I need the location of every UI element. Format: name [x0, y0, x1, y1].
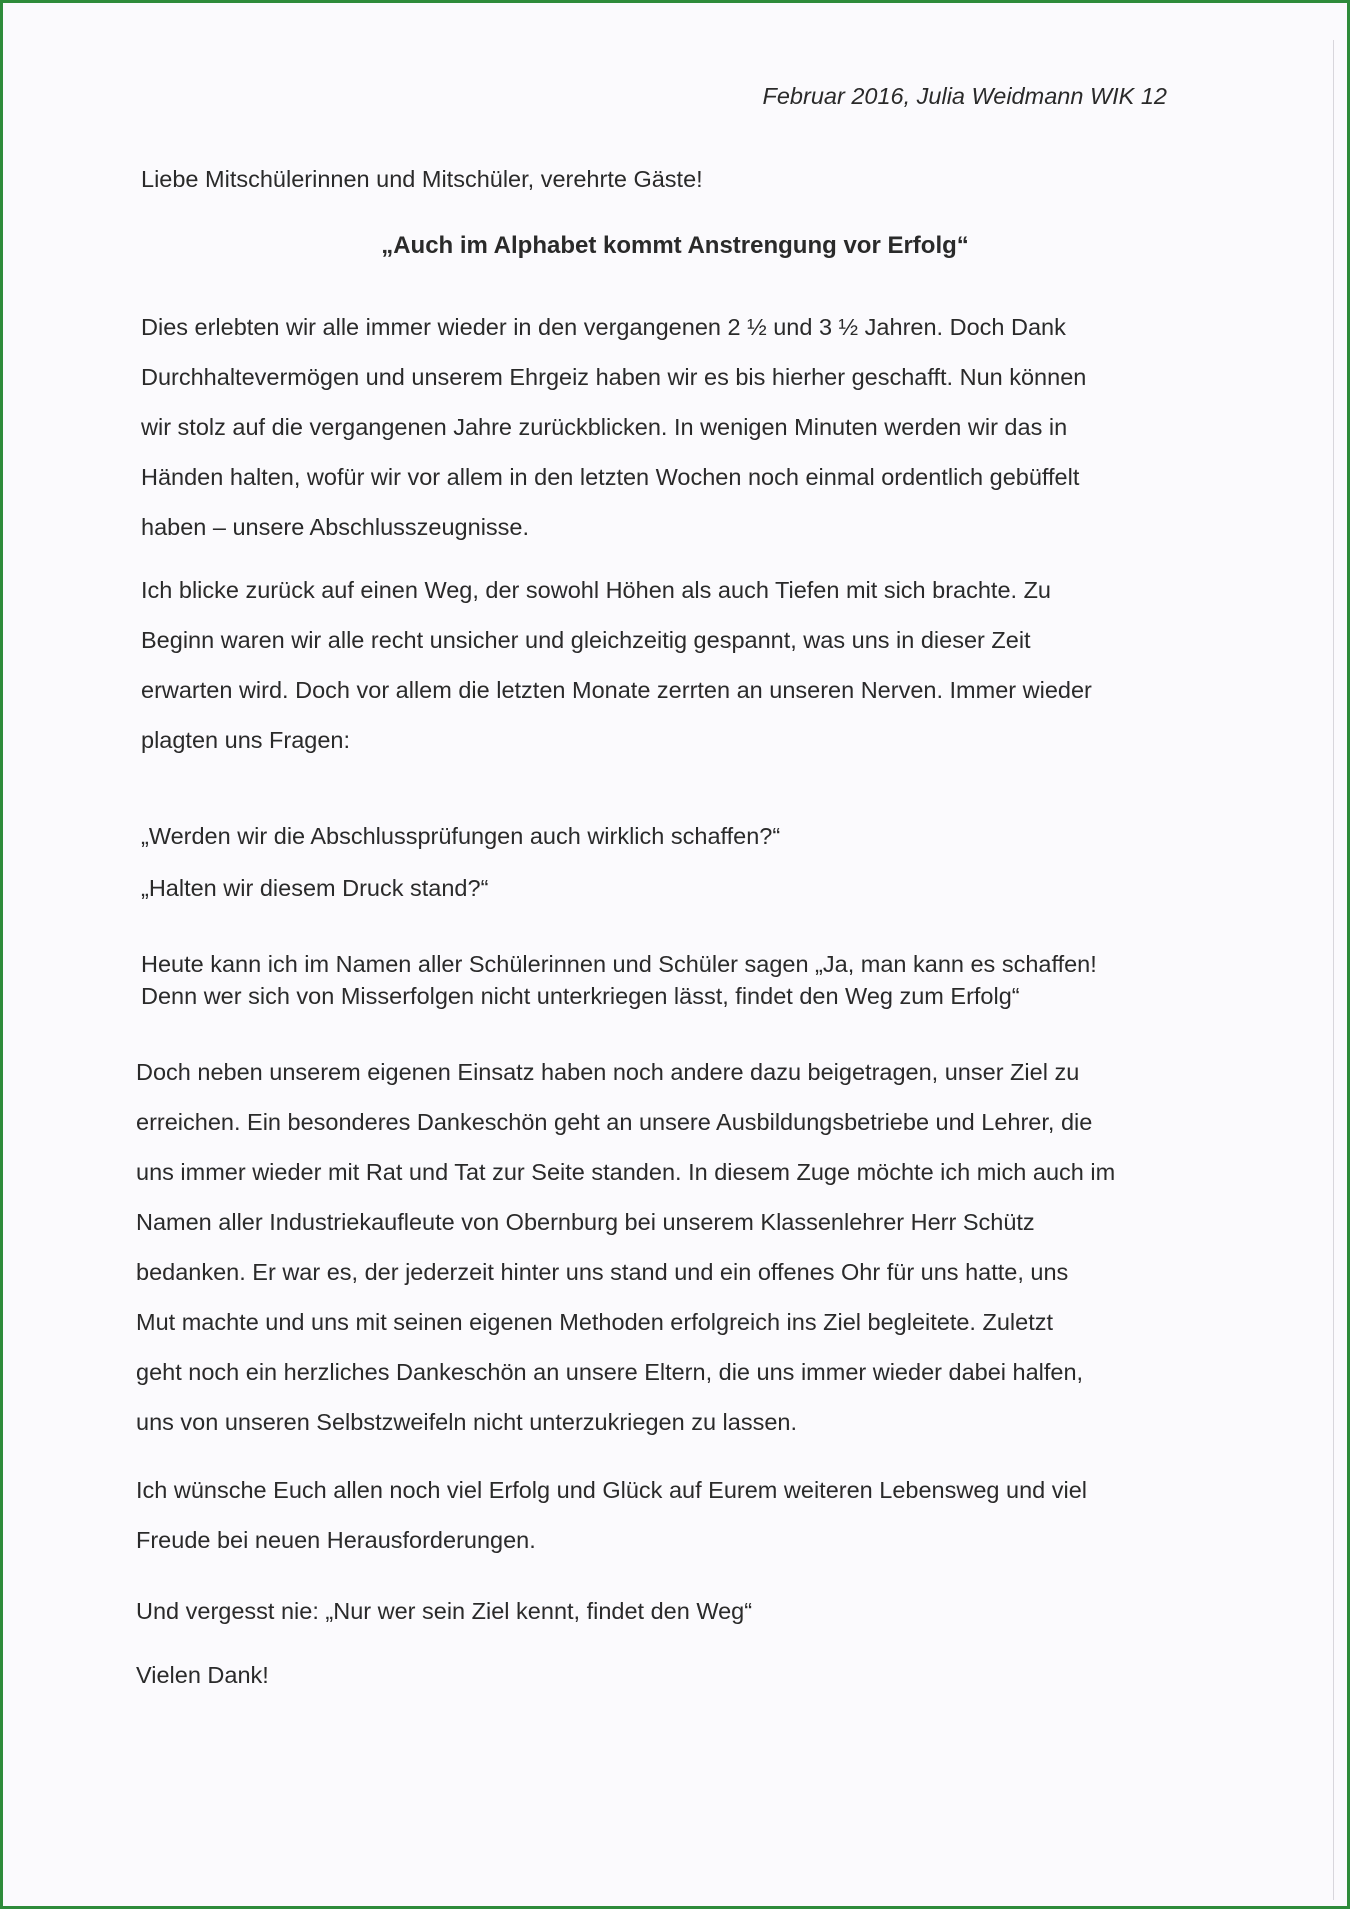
paragraph-4	[136, 1047, 1176, 1447]
text-line: erreichen. Ein besonderes Dankeschön geht an unsere Ausbildungsbetriebe und Lehrer, die	[136, 1109, 1093, 1135]
question-line: „Halten wir diesem Druck stand?“	[141, 875, 489, 901]
text-line: Durchhaltevermögen und unserem Ehrgeiz haben wir es bis hierher geschafft. Nun können	[141, 364, 1087, 390]
text-line: Doch neben unserem eigenen Einsatz haben noch andere dazu beigetragen, unser Ziel zu	[136, 1059, 1080, 1085]
text-line: Ich blicke zurück auf einen Weg, der sowohl Höhen als auch Tiefen mit sich brachte. Zu	[141, 577, 1052, 603]
text-line: Freude bei neuen Herausforderungen.	[136, 1527, 536, 1553]
text-line: wir stolz auf die vergangenen Jahre zurückblicken. In wenigen Minuten werden wir das in	[141, 414, 1068, 440]
text-line: geht noch ein herzliches Dankeschön an unsere Eltern, die uns immer wieder dabei halfen,	[136, 1359, 1084, 1385]
text-line: Dies erlebten wir alle immer wieder in den vergangenen 2 ½ und 3 ½ Jahren. Doch Dank	[141, 314, 1066, 340]
text-line: Ich wünsche Euch allen noch viel Erfolg und Glück auf Eurem weiteren Lebensweg und viel	[136, 1477, 1087, 1503]
text-line: Denn wer sich von Misserfolgen nicht unterkriegen lässt, findet den Weg zum Erfolg“	[141, 983, 1020, 1009]
paragraph-3	[141, 948, 1181, 1012]
closing-line: Vielen Dank!	[136, 1662, 269, 1688]
paragraph-5	[136, 1465, 1176, 1565]
text-line: uns immer wieder mit Rat und Tat zur Seite standen. In diesem Zuge möchte ich mich auch im	[136, 1159, 1116, 1185]
text-line: Und vergesst nie: „Nur wer sein Ziel kennt, findet den Weg“	[136, 1598, 753, 1624]
paragraph-2	[141, 565, 1181, 765]
paragraph-1	[141, 302, 1181, 552]
text-line: erwarten wird. Doch vor allem die letzten Monate zerrten an unseren Nerven. Immer wieder	[141, 677, 1092, 703]
question-line: „Werden wir die Abschlussprüfungen auch wirklich schaffen?“	[141, 823, 781, 849]
text-line: bedanken. Er war es, der jederzeit hinter uns stand und ein offenes Ohr für uns hatte, uns	[136, 1259, 1069, 1285]
text-line: haben – unsere Abschlusszeugnisse.	[141, 514, 530, 540]
text-line: Händen halten, wofür wir vor allem in den letzten Wochen noch einmal ordentlich gebüffelt	[141, 464, 1080, 490]
greeting: Liebe Mitschülerinnen und Mitschüler, verehrte Gäste!	[141, 166, 703, 192]
date-author-line: Februar 2016, Julia Weidmann WIK 12	[762, 83, 1167, 109]
text-line: plagten uns Fragen:	[141, 727, 351, 753]
text-line: Namen aller Industriekaufleute von Obernburg bei unserem Klassenlehrer Herr Schütz	[136, 1209, 1035, 1235]
paragraph-6	[136, 1586, 1176, 1636]
speech-title: „Auch im Alphabet kommt Anstrengung vor Erfolg“	[381, 232, 969, 259]
closing	[136, 1650, 1176, 1700]
text-line: Heute kann ich im Namen aller Schülerinnen und Schüler sagen „Ja, man kann es schaffen!	[141, 951, 1097, 977]
questions	[141, 810, 1181, 914]
text-line: Beginn waren wir alle recht unsicher und gleichzeitig gespannt, was uns in dieser Zeit	[141, 627, 1031, 653]
text-line: Mut machte und uns mit seinen eigenen Methoden erfolgreich ins Ziel begleitete. Zuletzt	[136, 1309, 1054, 1335]
text-line: uns von unseren Selbstzweifeln nicht unterzukriegen zu lassen.	[136, 1409, 797, 1435]
